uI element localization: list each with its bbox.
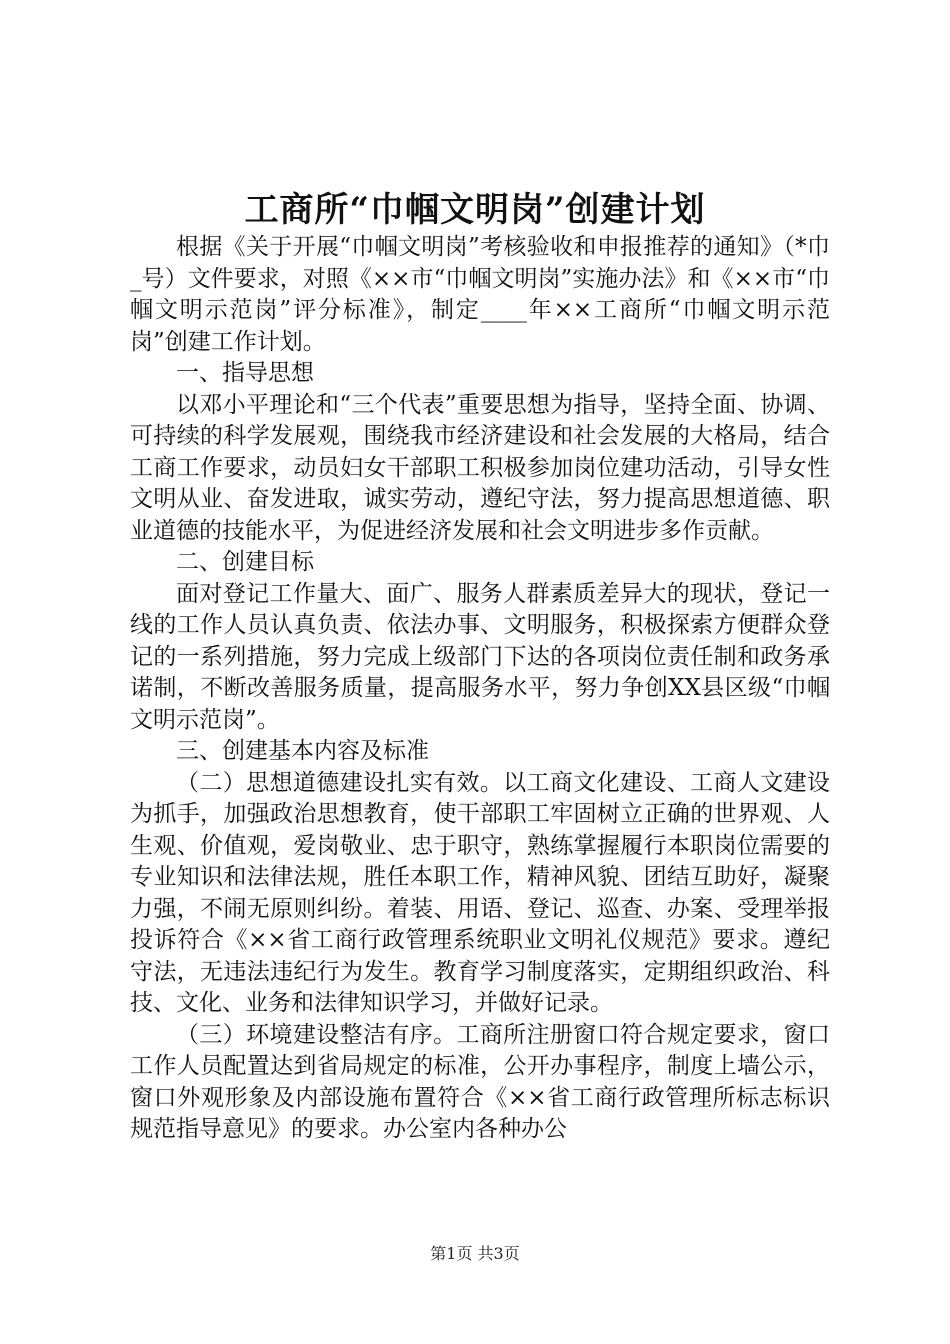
document-title: 工商所“巾帼文明岗”创建计划 <box>244 190 706 230</box>
environment-construction-paragraph: （三）环境建设整洁有序。工商所注册窗口符合规定要求，窗口工作人员配置达到省局规定的标准，公开办事程序，制度上墙公示，窗口外观形象及内部设施布置符合《××省工商行政管理所标志标识规范指导意见》的要求。办公室内各种办公 <box>130 1021 830 1142</box>
section-heading-goals: 二、创建目标 <box>176 549 314 575</box>
guiding-thought-paragraph: 以邓小平理论和“三个代表”重要思想为指导，坚持全面、协调、可持续的科学发展观，围绕我市经济建设和社会发展的大格局，结合工商工作要求，动员妇女干部职工积极参加岗位建功活动，引导女性文明从业、奋发进取，诚实劳动，遵纪守法，努力提高思想道德、职业道德的技能水平，为促进经济发展和社会文明进步多作贡献。 <box>130 391 830 544</box>
document-body <box>130 232 830 1146</box>
moral-construction-paragraph: （二）思想道德建设扎实有效。以工商文化建设、工商人文建设为抓手，加强政治思想教育，使干部职工牢固树立正确的世界观、人生观、价值观，爱岗敬业、忠于职守，熟练掌握履行本职岗位需要的专业知识和法律法规，胜任本职工作，精神风貌、团结互助好，凝聚力强，不闹无原则纠纷。着装、用语、登记、巡查、办案、受理举报投诉符合《××省工商行政管理系统职业文明礼仪规范》要求。遵纪守法，无违法违纪行为发生。教育学习制度落实，定期组织政治、科技、文化、业务和法律知识学习，并做好记录。 <box>130 769 830 1016</box>
page-number-footer: 第1页 共3页 <box>430 1244 520 1263</box>
intro-paragraph: 根据《关于开展“巾帼文明岗”考核验收和申报推荐的通知》（*巾_号）文件要求，对照《××市“巾帼文明岗”实施办法》和《××市“巾帼文明示范岗”评分标准》，制定____年××工商所“巾帼文明示范岗”创建工作计划。 <box>130 234 830 355</box>
section-heading-content-standards: 三、创建基本内容及标准 <box>176 738 429 764</box>
goals-paragraph: 面对登记工作量大、面广、服务人群素质差异大的现状，登记一线的工作人员认真负责、依法办事、文明服务，积极探索方便群众登记的一系列措施，努力完成上级部门下达的各项岗位责任制和政务承诺制，不断改善服务质量，提高服务水平，努力争创XX县区级“巾帼文明示范岗”。 <box>130 580 830 733</box>
section-heading-guiding-thought: 一、指导思想 <box>176 360 314 386</box>
